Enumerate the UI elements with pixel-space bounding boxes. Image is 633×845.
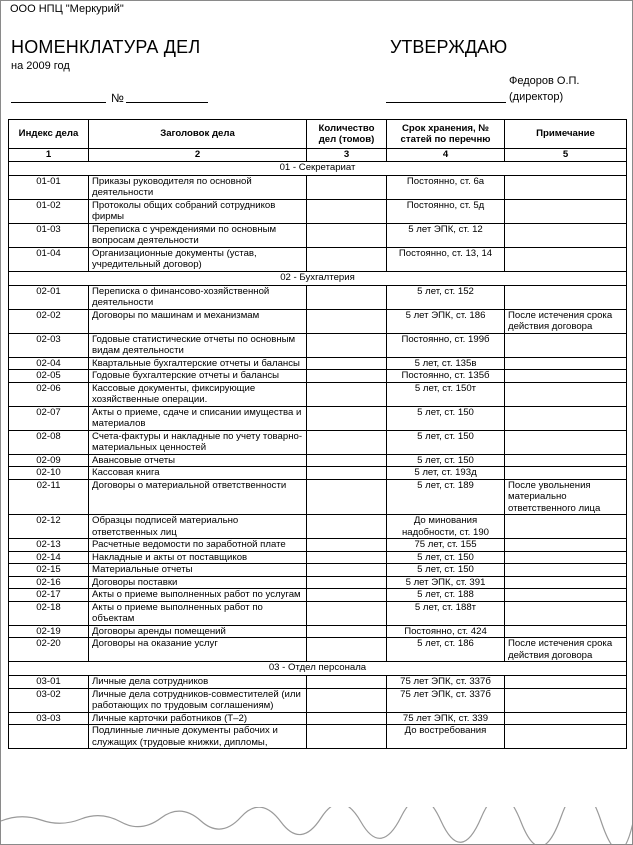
table-row bbox=[9, 638, 627, 662]
case-heading: Организационные документы (устав, учредительный договор) bbox=[89, 247, 307, 271]
retention-term: 5 лет, ст. 135в bbox=[387, 357, 505, 370]
case-heading: Договоры поставки bbox=[89, 576, 307, 589]
case-heading: Личные дела сотрудников-совместителей (или работающих по трудовым соглашениям) bbox=[89, 688, 307, 712]
table-row bbox=[9, 712, 627, 725]
case-count bbox=[307, 357, 387, 370]
case-index: 01-03 bbox=[9, 223, 89, 247]
case-index: 02-19 bbox=[9, 625, 89, 638]
case-heading: Личные карточки работников (Т–2) bbox=[89, 712, 307, 725]
case-heading: Договоры на оказание услуг bbox=[89, 638, 307, 662]
retention-term: 5 лет, ст. 193д bbox=[387, 467, 505, 480]
case-note bbox=[505, 601, 627, 625]
column-number: 5 bbox=[505, 149, 627, 162]
table-row bbox=[9, 223, 627, 247]
case-index: 02-07 bbox=[9, 406, 89, 430]
table-row bbox=[9, 467, 627, 480]
case-index: 02-17 bbox=[9, 589, 89, 602]
case-heading: Годовые бухгалтерские отчеты и балансы bbox=[89, 370, 307, 383]
case-count bbox=[307, 725, 387, 749]
case-heading: Договоры о материальной ответственности bbox=[89, 479, 307, 515]
case-heading: Авансовые отчеты bbox=[89, 454, 307, 467]
retention-term: 5 лет, ст. 150 bbox=[387, 454, 505, 467]
case-index: 03-02 bbox=[9, 688, 89, 712]
case-count bbox=[307, 333, 387, 357]
case-index: 02-16 bbox=[9, 576, 89, 589]
table-row bbox=[9, 576, 627, 589]
case-index: 02-08 bbox=[9, 430, 89, 454]
case-note bbox=[505, 382, 627, 406]
retention-term: 5 лет, ст. 188 bbox=[387, 589, 505, 602]
table-row bbox=[9, 725, 627, 749]
case-index: 02-04 bbox=[9, 357, 89, 370]
case-index: 03-01 bbox=[9, 676, 89, 689]
retention-term: Постоянно, ст. 199б bbox=[387, 333, 505, 357]
case-count bbox=[307, 638, 387, 662]
section-row bbox=[9, 271, 627, 285]
document-year: на 2009 год bbox=[11, 60, 70, 72]
retention-term: 5 лет, ст. 152 bbox=[387, 285, 505, 309]
case-index: 02-11 bbox=[9, 479, 89, 515]
table-row bbox=[9, 309, 627, 333]
table-row bbox=[9, 285, 627, 309]
case-count bbox=[307, 175, 387, 199]
case-heading: Накладные и акты от поставщиков bbox=[89, 551, 307, 564]
case-count bbox=[307, 309, 387, 333]
table-row bbox=[9, 539, 627, 552]
retention-term: 5 лет ЭПК, ст. 12 bbox=[387, 223, 505, 247]
retention-term: 75 лет ЭПК, ст. 339 bbox=[387, 712, 505, 725]
retention-term: 5 лет, ст. 150т bbox=[387, 382, 505, 406]
organization-name: ООО НПЦ "Меркурий" bbox=[10, 3, 124, 15]
table-row bbox=[9, 406, 627, 430]
case-index: 02-14 bbox=[9, 551, 89, 564]
column-number: 3 bbox=[307, 149, 387, 162]
case-note bbox=[505, 430, 627, 454]
column-header: Заголовок дела bbox=[89, 120, 307, 149]
retention-term: Постоянно, ст. 6а bbox=[387, 175, 505, 199]
case-index: 02-13 bbox=[9, 539, 89, 552]
case-heading: Материальные отчеты bbox=[89, 564, 307, 577]
case-count bbox=[307, 223, 387, 247]
case-count bbox=[307, 370, 387, 383]
case-count bbox=[307, 285, 387, 309]
number-sign: № bbox=[111, 91, 124, 105]
case-count bbox=[307, 199, 387, 223]
case-heading: Кассовые документы, фиксирующие хозяйственные операции. bbox=[89, 382, 307, 406]
case-count bbox=[307, 430, 387, 454]
table-row bbox=[9, 564, 627, 577]
retention-term: До минования надобности, ст. 190 bbox=[387, 515, 505, 539]
column-number: 2 bbox=[89, 149, 307, 162]
case-count bbox=[307, 479, 387, 515]
case-heading: Акты о приеме, сдаче и списании имущества и материалов bbox=[89, 406, 307, 430]
case-note bbox=[505, 357, 627, 370]
retention-term: До востребования bbox=[387, 725, 505, 749]
case-note bbox=[505, 285, 627, 309]
case-index: 02-06 bbox=[9, 382, 89, 406]
case-note bbox=[505, 370, 627, 383]
table-row bbox=[9, 676, 627, 689]
case-heading: Договоры аренды помещений bbox=[89, 625, 307, 638]
case-index bbox=[9, 725, 89, 749]
case-count bbox=[307, 406, 387, 430]
case-note bbox=[505, 467, 627, 480]
case-note bbox=[505, 576, 627, 589]
document-title: НОМЕНКЛАТУРА ДЕЛ bbox=[11, 37, 201, 57]
table-row bbox=[9, 601, 627, 625]
retention-term: 5 лет, ст. 150 bbox=[387, 406, 505, 430]
column-header: Примечание bbox=[505, 120, 627, 149]
column-header: Количество дел (томов) bbox=[307, 120, 387, 149]
case-note bbox=[505, 333, 627, 357]
case-heading: Образцы подписей материально ответственных лиц bbox=[89, 515, 307, 539]
table-row bbox=[9, 370, 627, 383]
retention-term: 5 лет ЭПК, ст. 186 bbox=[387, 309, 505, 333]
column-number: 4 bbox=[387, 149, 505, 162]
retention-term: 75 лет ЭПК, ст. 337б bbox=[387, 676, 505, 689]
table-header-row bbox=[9, 120, 627, 149]
case-note bbox=[505, 551, 627, 564]
case-heading: Протоколы общих собраний сотрудников фирмы bbox=[89, 199, 307, 223]
date-line bbox=[11, 102, 106, 103]
case-index: 01-04 bbox=[9, 247, 89, 271]
section-title: 01 - Секретариат bbox=[9, 161, 627, 175]
column-number-row bbox=[9, 149, 627, 162]
column-number: 1 bbox=[9, 149, 89, 162]
case-note bbox=[505, 515, 627, 539]
table-row bbox=[9, 382, 627, 406]
case-note bbox=[505, 175, 627, 199]
retention-term: Постоянно, ст. 13, 14 bbox=[387, 247, 505, 271]
case-note: После истечения срока действия договора bbox=[505, 309, 627, 333]
column-header: Индекс дела bbox=[9, 120, 89, 149]
case-note: После истечения срока действия договора bbox=[505, 638, 627, 662]
table-row bbox=[9, 625, 627, 638]
retention-term: Постоянно, ст. 424 bbox=[387, 625, 505, 638]
case-note bbox=[505, 199, 627, 223]
case-note bbox=[505, 589, 627, 602]
case-index: 02-15 bbox=[9, 564, 89, 577]
case-count bbox=[307, 454, 387, 467]
retention-term: 5 лет, ст. 150 bbox=[387, 551, 505, 564]
case-note bbox=[505, 688, 627, 712]
case-index: 02-20 bbox=[9, 638, 89, 662]
case-index: 01-02 bbox=[9, 199, 89, 223]
table-row bbox=[9, 515, 627, 539]
case-heading: Годовые статистические отчеты по основным видам деятельности bbox=[89, 333, 307, 357]
case-index: 02-03 bbox=[9, 333, 89, 357]
column-header: Срок хранения, № статей по перечню bbox=[387, 120, 505, 149]
case-index: 01-01 bbox=[9, 175, 89, 199]
section-row bbox=[9, 662, 627, 676]
case-index: 02-05 bbox=[9, 370, 89, 383]
case-count bbox=[307, 676, 387, 689]
signature-line bbox=[386, 102, 506, 103]
table-row bbox=[9, 430, 627, 454]
section-title: 02 - Бухгалтерия bbox=[9, 271, 627, 285]
case-count bbox=[307, 539, 387, 552]
case-index: 02-02 bbox=[9, 309, 89, 333]
retention-term: 5 лет, ст. 150 bbox=[387, 430, 505, 454]
case-count bbox=[307, 382, 387, 406]
retention-term: 5 лет, ст. 186 bbox=[387, 638, 505, 662]
case-note bbox=[505, 454, 627, 467]
case-note: После увольнения материально ответственного лица bbox=[505, 479, 627, 515]
case-note bbox=[505, 625, 627, 638]
case-note bbox=[505, 676, 627, 689]
case-heading: Квартальные бухгалтерские отчеты и балансы bbox=[89, 357, 307, 370]
case-count bbox=[307, 515, 387, 539]
retention-term: 5 лет, ст. 188т bbox=[387, 601, 505, 625]
case-heading: Счета-фактуры и накладные по учету товарно-материальных ценностей bbox=[89, 430, 307, 454]
case-note bbox=[505, 223, 627, 247]
retention-term: 5 лет ЭПК, ст. 391 bbox=[387, 576, 505, 589]
case-index: 03-03 bbox=[9, 712, 89, 725]
case-count bbox=[307, 564, 387, 577]
case-index: 02-10 bbox=[9, 467, 89, 480]
case-heading: Переписка о финансово-хозяйственной деятельности bbox=[89, 285, 307, 309]
retention-term: 5 лет, ст. 189 bbox=[387, 479, 505, 515]
number-line bbox=[126, 102, 208, 103]
case-note bbox=[505, 564, 627, 577]
nomenclature-table bbox=[8, 119, 627, 749]
torn-page-edge bbox=[1, 807, 633, 845]
table-row bbox=[9, 175, 627, 199]
case-note bbox=[505, 539, 627, 552]
case-count bbox=[307, 601, 387, 625]
table-row bbox=[9, 247, 627, 271]
case-index: 02-01 bbox=[9, 285, 89, 309]
director-name: Федоров О.П. bbox=[509, 75, 580, 87]
table-row bbox=[9, 454, 627, 467]
director-role: (директор) bbox=[509, 91, 564, 103]
table-row bbox=[9, 357, 627, 370]
table-body bbox=[9, 161, 627, 749]
retention-term: Постоянно, ст. 5д bbox=[387, 199, 505, 223]
case-count bbox=[307, 247, 387, 271]
case-heading: Личные дела сотрудников bbox=[89, 676, 307, 689]
retention-term: 75 лет, ст. 155 bbox=[387, 539, 505, 552]
section-title: 03 - Отдел персонала bbox=[9, 662, 627, 676]
table-row bbox=[9, 589, 627, 602]
case-heading: Акты о приеме выполненных работ по услугам bbox=[89, 589, 307, 602]
section-row bbox=[9, 161, 627, 175]
case-count bbox=[307, 625, 387, 638]
case-index: 02-09 bbox=[9, 454, 89, 467]
case-note bbox=[505, 725, 627, 749]
case-count bbox=[307, 467, 387, 480]
case-note bbox=[505, 247, 627, 271]
retention-term: 5 лет, ст. 150 bbox=[387, 564, 505, 577]
case-count bbox=[307, 576, 387, 589]
table-row bbox=[9, 688, 627, 712]
case-note bbox=[505, 712, 627, 725]
case-count bbox=[307, 589, 387, 602]
table-row bbox=[9, 333, 627, 357]
table-row bbox=[9, 199, 627, 223]
case-heading: Переписка с учреждениями по основным вопросам деятельности bbox=[89, 223, 307, 247]
case-heading: Кассовая книга bbox=[89, 467, 307, 480]
case-heading: Подлинные личные документы рабочих и служащих (трудовые книжки, дипломы, bbox=[89, 725, 307, 749]
case-index: 02-18 bbox=[9, 601, 89, 625]
case-note bbox=[505, 406, 627, 430]
table-row bbox=[9, 479, 627, 515]
case-count bbox=[307, 712, 387, 725]
case-heading: Договоры по машинам и механизмам bbox=[89, 309, 307, 333]
case-index: 02-12 bbox=[9, 515, 89, 539]
table-row bbox=[9, 551, 627, 564]
case-heading: Приказы руководителя по основной деятельности bbox=[89, 175, 307, 199]
case-heading: Расчетные ведомости по заработной плате bbox=[89, 539, 307, 552]
case-count bbox=[307, 688, 387, 712]
case-heading: Акты о приеме выполненных работ по объектам bbox=[89, 601, 307, 625]
retention-term: Постоянно, ст. 135б bbox=[387, 370, 505, 383]
case-count bbox=[307, 551, 387, 564]
retention-term: 75 лет ЭПК, ст. 337б bbox=[387, 688, 505, 712]
approve-heading: УТВЕРЖДАЮ bbox=[390, 37, 508, 57]
